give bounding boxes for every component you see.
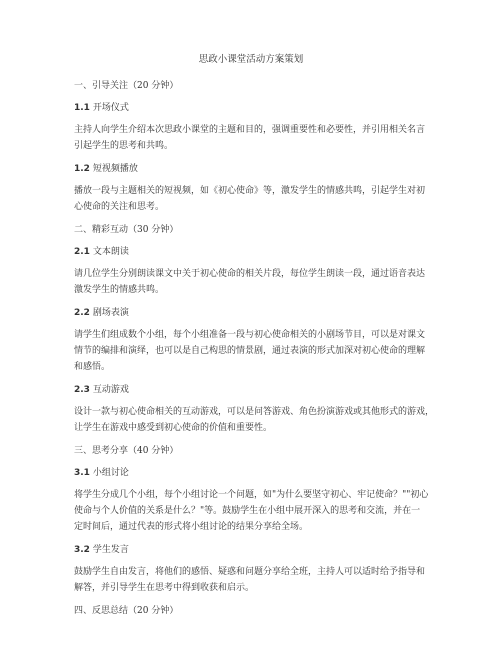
- subsection-title: 学生发言: [92, 545, 129, 555]
- paragraph-line: 播放一段与主题相关的短视频，如《初心使命》等，激发学生的情感共鸣，引起学生对初: [74, 186, 426, 196]
- subsection-heading: [74, 100, 434, 116]
- subsection-title: 剧场表演: [92, 308, 129, 318]
- paragraph-line: 引起学生的思考和共鸣。: [74, 141, 174, 151]
- paragraph-line: 让学生在游戏中感受到初心使命的价值和重要性。: [74, 423, 273, 433]
- subsection-number: 1.1: [74, 103, 90, 113]
- subsection-title: 互动游戏: [92, 385, 129, 395]
- subsection-number: 1.2: [74, 164, 90, 174]
- subsection-heading: [74, 161, 434, 177]
- subsection-number: 3.1: [74, 468, 90, 478]
- subsection-heading: [74, 244, 434, 260]
- subsection-title: 短视频播放: [92, 164, 138, 174]
- paragraph: [74, 327, 434, 375]
- paragraph: [74, 564, 434, 596]
- paragraph: [74, 404, 434, 436]
- subsection-number: 2.1: [74, 247, 90, 257]
- paragraph-line: 定时间后，通过代表的形式将小组讨论的结果分享给全场。: [74, 522, 309, 532]
- paragraph-line: 鼓励学生自由发言，将他们的感悟、疑惑和问题分享给全班，主持人可以适时给予指导和: [74, 567, 426, 577]
- paragraph-line: 主持人向学生介绍本次思政小课堂的主题和目的，强调重要性和必要性，并引用相关名言: [74, 125, 426, 135]
- subsection-heading: [74, 305, 434, 321]
- paragraph-line: 将学生分成几个小组，每个小组讨论一个问题，如"为什么要坚守初心、牢记使命？""初心: [74, 490, 429, 500]
- paragraph-line: 情节的编排和演绎，也可以是自己构思的情景剧，通过表演的形式加深对初心使命的理解: [74, 346, 426, 356]
- paragraph: [74, 183, 434, 215]
- subsection-heading: [74, 465, 434, 481]
- paragraph-line: 设计一款与初心使命相关的互动游戏，可以是问答游戏、角色扮演游戏或其他形式的游戏，: [74, 407, 435, 417]
- paragraph-line: 请几位学生分别朗读课文中关于初心使命的相关片段，每位学生朗读一段，通过语音表达: [74, 269, 426, 279]
- subsection-title: 开场仪式: [92, 103, 129, 113]
- subsection-title: 小组讨论: [92, 468, 129, 478]
- paragraph: [74, 487, 434, 535]
- paragraph-line: 解答，并引导学生在思考中得到收获和启示。: [74, 583, 255, 593]
- subsection-heading: [74, 542, 434, 558]
- subsection-heading: [74, 382, 434, 398]
- subsection-title: 文本朗读: [92, 247, 129, 257]
- paragraph-line: 使命与个人价值的关系是什么？"等。鼓励学生在小组中展开深入的思考和交流，并在一: [74, 506, 421, 516]
- paragraph: [74, 266, 434, 298]
- subsection-number: 3.2: [74, 545, 90, 555]
- subsection-number: 2.3: [74, 385, 90, 395]
- section-heading: 四、反思总结（20 分钟）: [74, 606, 179, 616]
- subsection-number: 2.2: [74, 308, 90, 318]
- section-heading: 三、思考分享（40 分钟）: [74, 446, 179, 456]
- paragraph-line: 激发学生的情感共鸣。: [74, 285, 165, 295]
- document-body: [74, 78, 434, 619]
- paragraph: [74, 122, 434, 154]
- section-heading: 一、引导关注（20 分钟）: [74, 81, 179, 91]
- paragraph-line: 请学生们组成数个小组，每个小组准备一段与初心使命相关的小剧场节目，可以是对课文: [74, 330, 426, 340]
- paragraph-line: 心使命的关注和思考。: [74, 202, 165, 212]
- document-title: 思政小课堂活动方案策划: [198, 54, 304, 65]
- paragraph-line: 和感悟。: [74, 362, 111, 372]
- section-heading: 二、精彩互动（30 分钟）: [74, 225, 179, 235]
